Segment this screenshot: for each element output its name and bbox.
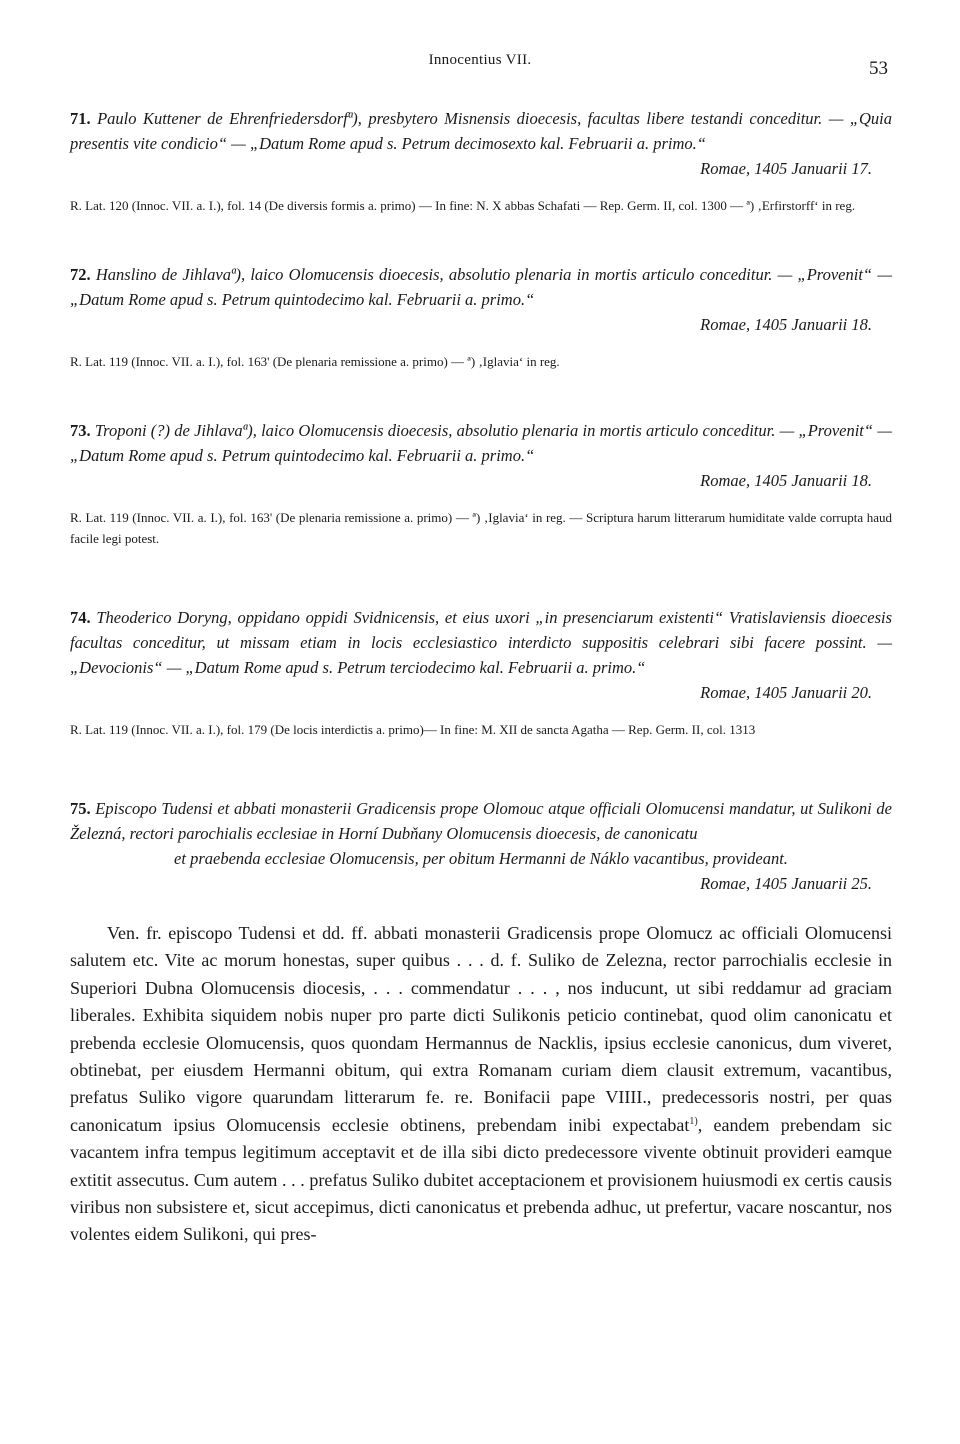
page-number: 53 (869, 58, 888, 79)
entry-74 (70, 605, 892, 740)
entry-summary (70, 106, 892, 156)
entry-summary (70, 605, 892, 680)
entry-summary-text: Hanslino de Jihlavaª), laico Olomucensis dioecesis, absolutio plenaria in mortis articulo conceditur. — „Provenit“ — „Datum Rome apud s. Petrum quintodecimo kal. Februarii a. primo.“ (70, 265, 892, 309)
entry-summary-text: Paulo Kuttener de Ehrenfriedersdorfª), presbytero Misnensis dioecesis, facultas libere testandi conceditur. — „Quia presentis vite condicio“ — „Datum Rome apud s. Petrum decimosexto kal. Februarii a. primo.“ (70, 109, 893, 153)
letter-text-part-2: , eandem prebendam sic vacantem infra tempus legitimum acceptavit et de illa sibi dicto predecessore vivente obtinuit provideri eamque extitit assecutus. Cum autem . . . prefatus Suliko dubitet acceptacionem et provisionem huiusmodi ex certis causis viribus non subsistere et, sicut accepimus, dicti canonicatus et prebenda adhuc, ut prefertur, vacare noscantur, nos volentes eidem Sulikoni, qui pres- (70, 1114, 892, 1245)
entry-summary (70, 796, 892, 871)
entry-summary (70, 262, 892, 312)
entry-summary (70, 418, 892, 468)
entry-number: 73. (70, 421, 91, 440)
entry-summary-text: Episcopo Tudensi et abbati monasterii Gradicensis prope Olomouc atque officiali Olomucensi mandatur, ut Sulikoni de Železná, rectori parochialis ecclesiae in Horní Dubňany Olomucensis dioecesis, de canonicatu (70, 799, 892, 843)
page-content (70, 106, 892, 1249)
entry-date: Romae, 1405 Januarii 18. (700, 471, 872, 490)
entry-summary-last-line: et praebenda ecclesiae Olomucensis, per obitum Hermanni de Náklo vacantibus, provideant. (174, 849, 788, 868)
running-head: Innocentius VII. (428, 52, 532, 68)
footnote-reference: 1) (689, 1115, 698, 1127)
letter-body (70, 920, 892, 1249)
entry-73 (70, 418, 892, 549)
entry-source: R. Lat. 119 (Innoc. VII. a. I.), fol. 163' (De plenaria remissione a. primo) — ª) ‚Iglavia‘ in reg. (70, 354, 560, 369)
entry-source: R. Lat. 119 (Innoc. VII. a. I.), fol. 179 (De locis interdictis a. primo)— In fine: M. XII de sancta Agatha — Rep. Germ. II, col. 1313 (70, 722, 756, 737)
entry-date: Romae, 1405 Januarii 17. (700, 159, 872, 178)
letter-text-part-1: Ven. fr. episcopo Tudensi et dd. ff. abbati monasterii Gradicensis prope Olomucz ac officiali Olomucensi salutem etc. Vite ac morum honestas, super quibus . . . d. f. Suliko de Zelezna, rector parrochialis ecclesie in Superiori Dubna Olomucensis diocesis, . . . commendatur . . . , nos inducunt, ut sibi reddamur ad graciam liberales. Exhibita siquidem nobis nuper pro parte dicti Sulikonis peticio continebat, quod olim canonicatu et prebenda ecclesie Olomucensis, quos quondam Hermannus de Nacklis, ipsius ecclesie canonicus, dum viveret, obtinebat, per eiusdem Hermanni obitum, qui extra Romanam curiam diem clausit extremum, vacantibus, prefatus Suliko vigore quarundam litterarum fe. re. Bonifacii pape VIIII., predecessoris nostri, per quas canonicatum ipsius Olomucensis ecclesie obtinens, prebendam inibi expectabat (70, 923, 892, 1135)
entry-date: Romae, 1405 Januarii 20. (700, 683, 872, 702)
entry-number: 71. (70, 109, 91, 128)
entry-number: 74. (70, 608, 91, 627)
entry-71 (70, 106, 892, 216)
entry-72 (70, 262, 892, 372)
entry-date: Romae, 1405 Januarii 25. (700, 874, 872, 893)
entry-summary-text: Theoderico Doryng, oppidano oppidi Svidnicensis, et eius uxori „in presenciarum existenti“ Vratislaviensis dioecesis facultas conceditur, ut missam etiam in locis ecclesiastico interdicto suppositis celebrari sibi facere possint. — „Devocionis“ — „Datum Rome apud s. Petrum terciodecimo kal. Februarii a. primo.“ (70, 608, 892, 677)
entry-source: R. Lat. 120 (Innoc. VII. a. I.), fol. 14 (De diversis formis a. primo) — In fine: N. X abbas Schafati — Rep. Germ. II, col. 1300 — ª) ‚Erfirstorff‘ in reg. (70, 198, 856, 213)
entry-number: 75. (70, 799, 91, 818)
entry-date: Romae, 1405 Januarii 18. (700, 315, 872, 334)
entry-75 (70, 796, 892, 896)
entry-summary-text: Troponi (?) de Jihlavaª), laico Olomucensis dioecesis, absolutio plenaria in mortis articulo conceditur. — „Provenit“ — „Datum Rome apud s. Petrum quintodecimo kal. Februarii a. primo.“ (70, 421, 892, 465)
entry-number: 72. (70, 265, 91, 284)
entry-source: R. Lat. 119 (Innoc. VII. a. I.), fol. 163' (De plenaria remissione a. primo) — ª) ‚Iglavia‘ in reg. — Scriptura harum litterarum humiditate valde corrupta haud facile legi potest. (70, 510, 892, 546)
